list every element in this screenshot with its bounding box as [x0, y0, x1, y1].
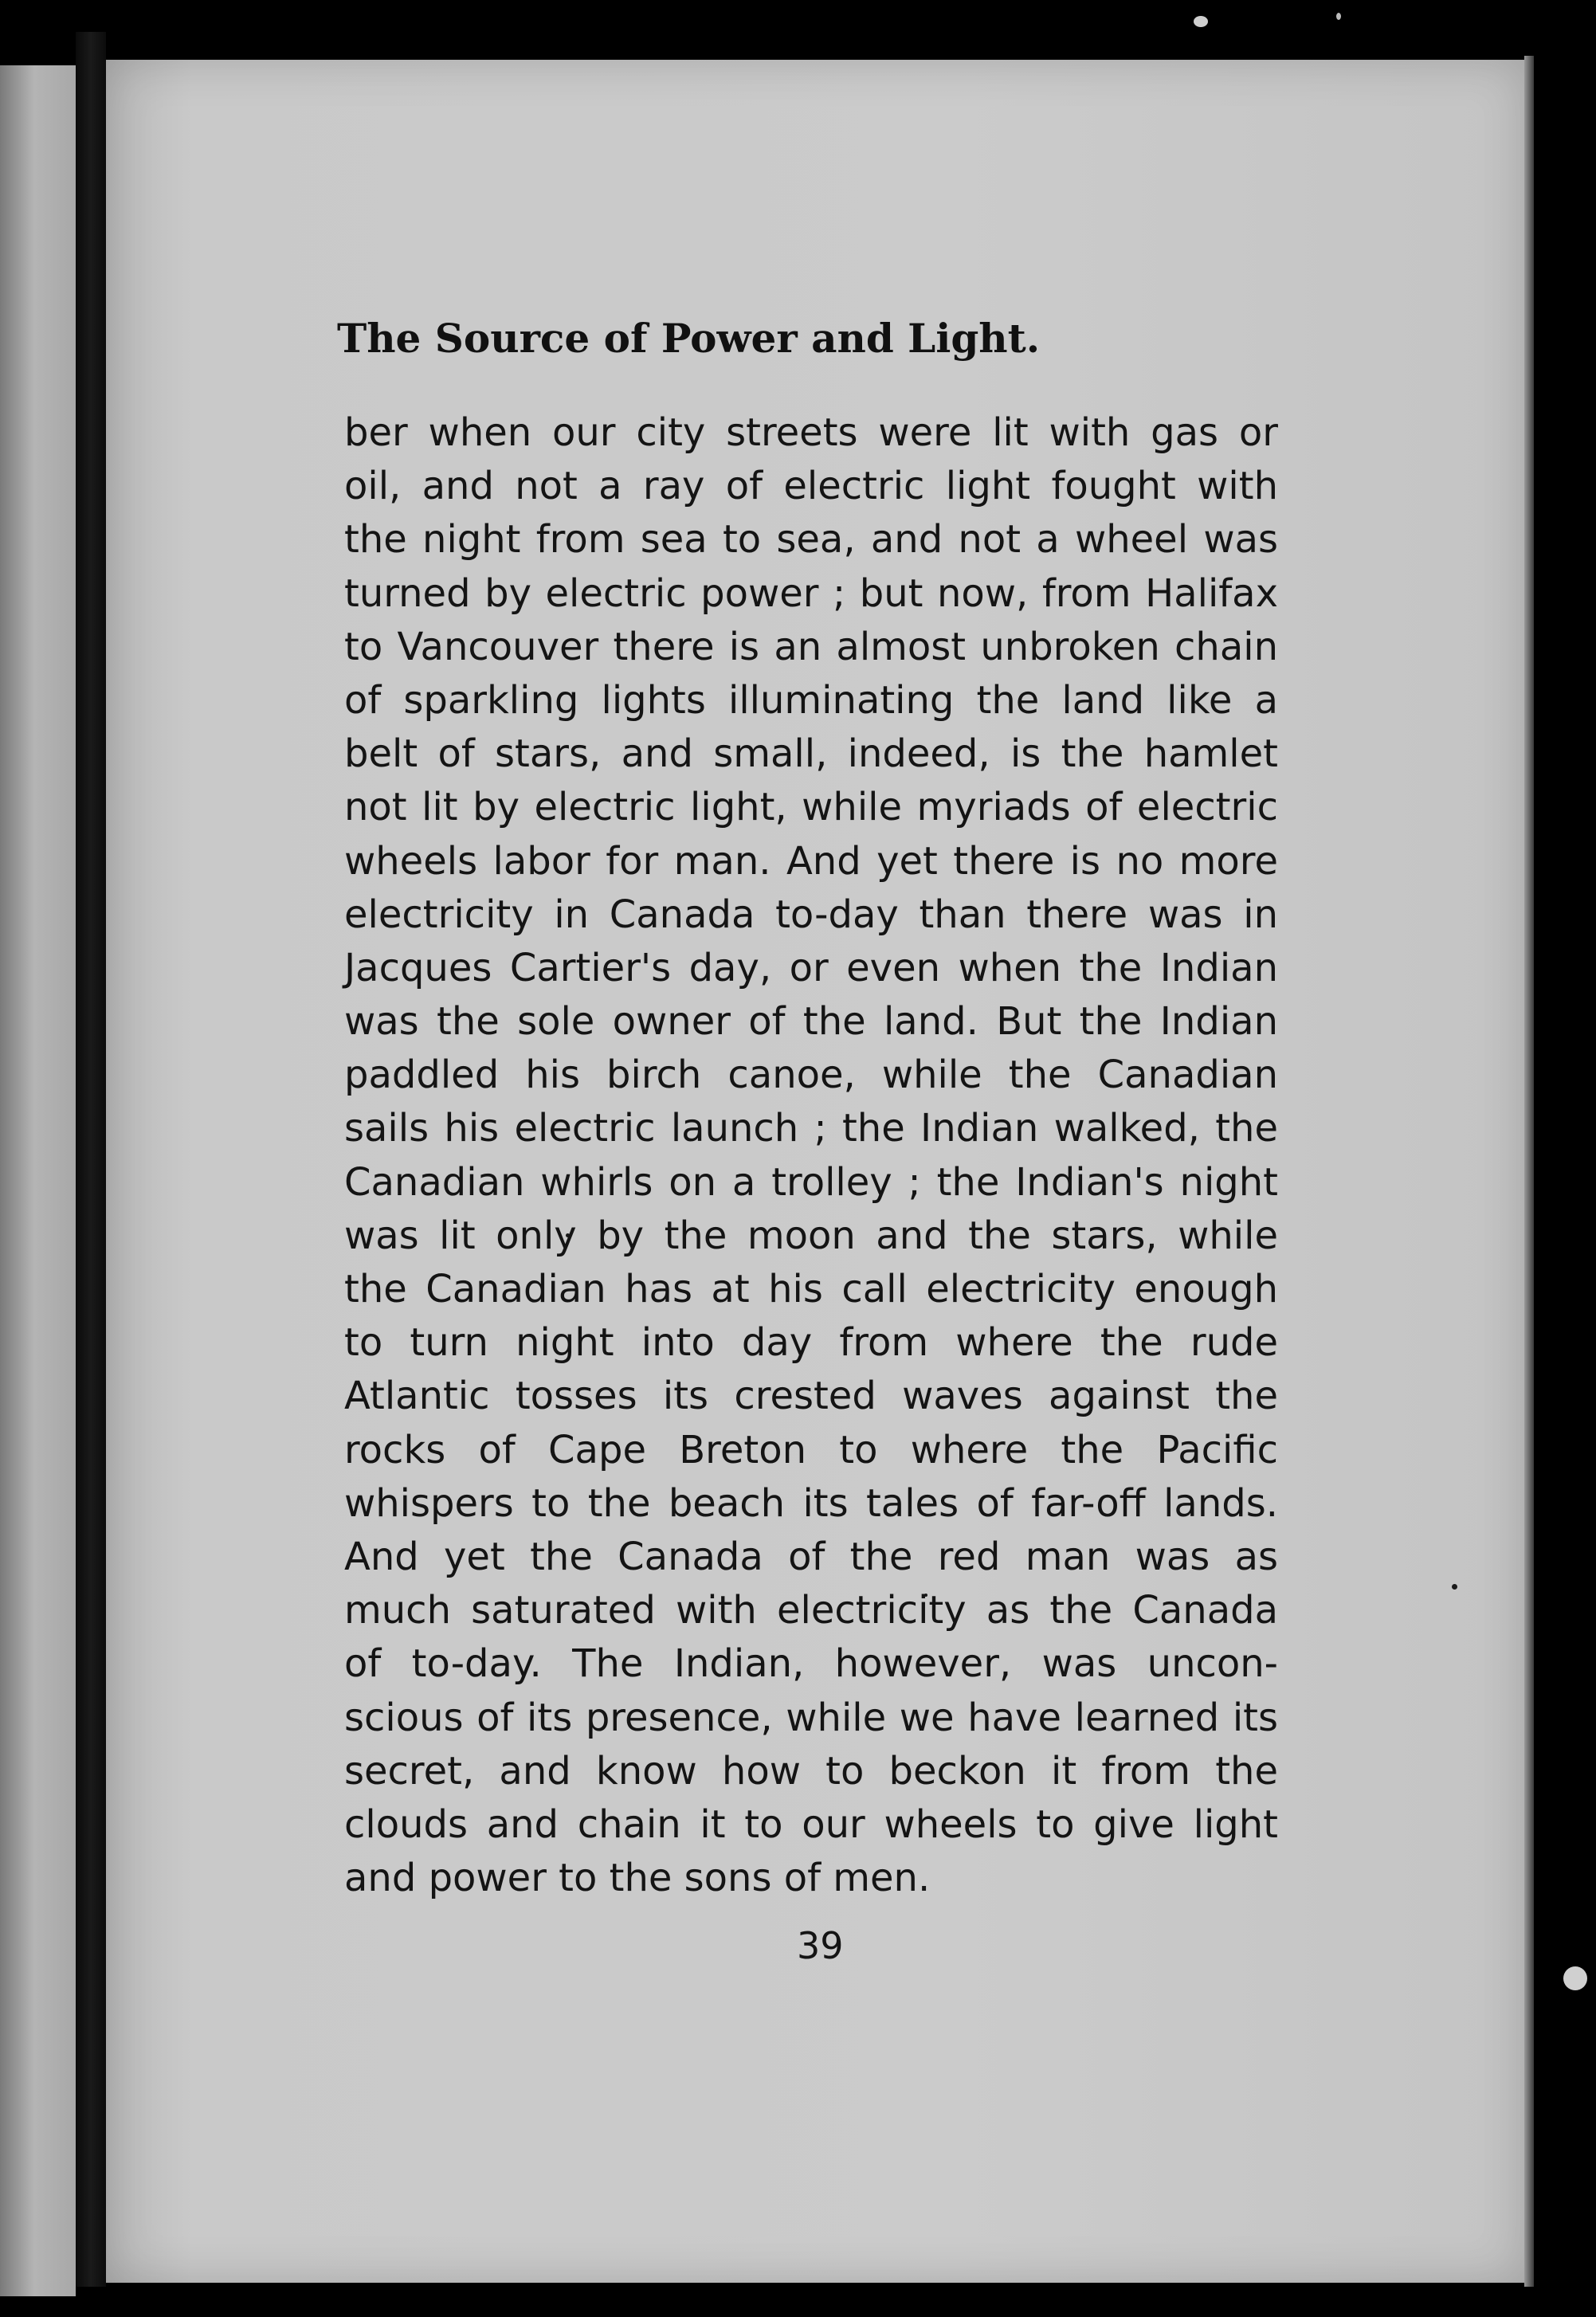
- text-line: And yet the Canada of the red man was as: [344, 1534, 1278, 1579]
- previous-page-edge: [0, 65, 76, 2296]
- text-line: was lit only by the moon and the stars, while: [344, 1213, 1278, 1258]
- scan-speck: [1336, 13, 1341, 20]
- text-line: much saturated with electricity as the Canada: [344, 1588, 1278, 1633]
- page-right-edge: [1524, 56, 1534, 2287]
- text-line: of to-day. The Indian, however, was uncon-: [344, 1641, 1278, 1687]
- text-line: the Canadian has at his call electricity enough: [344, 1267, 1278, 1311]
- text-line: paddled his birch canoe, while the Canadian: [344, 1053, 1278, 1098]
- text-line: turned by electric power ; but now, from Halifax: [344, 570, 1278, 616]
- text-line: Jacques Cartier's day, or even when the Indian: [344, 945, 1278, 990]
- text-line: sails his electric launch ; the Indian walked, the: [344, 1106, 1278, 1151]
- text-line: to Vancouver there is an almost unbroken chain: [344, 624, 1278, 669]
- text-line: ber when our city streets were lit with gas or: [344, 410, 1278, 455]
- body-text: [344, 406, 1278, 1905]
- text-line: the night from sea to sea, and not a wheel was: [344, 517, 1278, 563]
- text-line: belt of stars, and small, indeed, is the hamlet: [344, 731, 1278, 777]
- text-line: electricity in Canada to-day than there was in: [344, 892, 1278, 937]
- text-line: and power to the sons of men.: [344, 1856, 931, 1901]
- text-line: clouds and chain it to our wheels to give light: [344, 1801, 1278, 1847]
- text-line: secret, and know how to beckon it from the: [344, 1748, 1278, 1794]
- scan-speck: [1563, 1966, 1587, 1990]
- page-number: 39: [797, 1924, 844, 1967]
- text-line: oil, and not a ray of electric light fought with: [344, 464, 1278, 509]
- text-line: Canadian whirls on a trolley ; the Indian's night: [344, 1159, 1278, 1205]
- text-line: was the sole owner of the land. But the Indian: [344, 999, 1278, 1045]
- text-line: Atlantic tosses its crested waves against the: [344, 1374, 1278, 1419]
- text-line: scious of its presence, while we have learned its: [344, 1695, 1278, 1740]
- text-line: wheels labor for man. And yet there is no more: [344, 838, 1278, 884]
- binding-gutter: [76, 32, 106, 2287]
- scan-speck: [1452, 1584, 1457, 1590]
- text-line: to turn night into day from where the rude: [344, 1320, 1278, 1366]
- text-line: not lit by electric light, while myriads of electric: [344, 785, 1278, 830]
- running-head: The Source of Power and Light.: [337, 315, 1041, 362]
- text-line: rocks of Cape Breton to where the Pacific: [344, 1427, 1278, 1472]
- scan-speck: [1194, 16, 1208, 27]
- text-line: whispers to the beach its tales of far-off lands.: [344, 1480, 1278, 1526]
- text-line: of sparkling lights illuminating the land like a: [344, 677, 1278, 723]
